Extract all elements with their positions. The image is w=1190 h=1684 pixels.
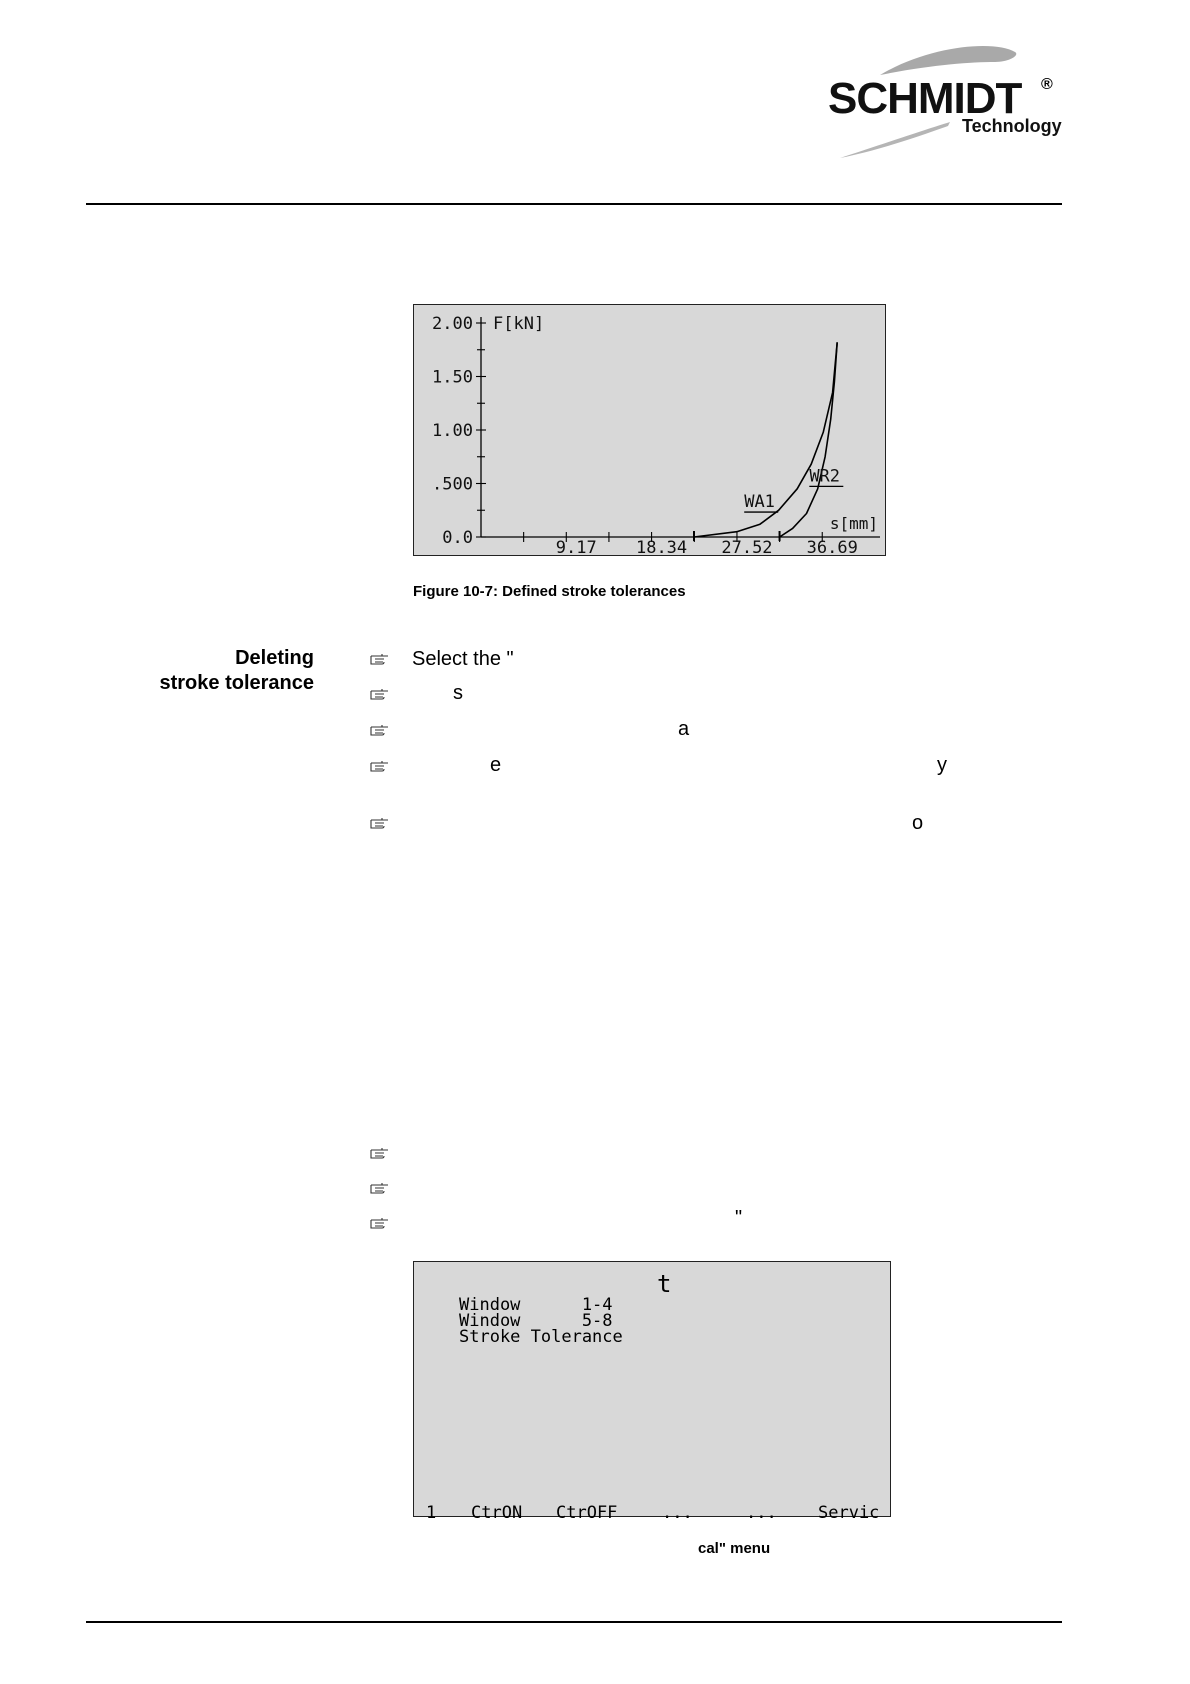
section-heading-line1: Deleting (235, 647, 314, 669)
schmidt-logo (820, 40, 1065, 160)
x-tick-label: 9.17 (555, 538, 597, 555)
menu-display (413, 1261, 891, 1523)
figure-caption: Figure 10-7: Defined stroke tolerances (413, 583, 686, 600)
fkey-ctroff[interactable]: CtrOFF (556, 1503, 618, 1523)
pointing-hand-icon (370, 1146, 390, 1160)
curve-series-2 (780, 342, 841, 537)
pointing-hand-icon (370, 652, 390, 666)
footer-rule (86, 1621, 1062, 1623)
y-tick-label: 2.00 (432, 314, 473, 334)
force-stroke-chart (414, 305, 885, 555)
pointing-hand-icon (370, 1181, 390, 1195)
fkey-dots-2[interactable]: ... (746, 1503, 777, 1523)
fkey-ctron[interactable]: CtrON (471, 1503, 523, 1523)
section-heading-line2: stroke tolerance (159, 672, 314, 694)
pointing-hand-icon (370, 1216, 390, 1230)
menu-item-stroke-tolerance[interactable]: Stroke Tolerance (459, 1327, 623, 1347)
chart-display (413, 304, 886, 556)
header-rule (86, 203, 1062, 205)
pointing-hand-icon (370, 723, 390, 737)
pointing-hand-icon (370, 816, 390, 830)
fkey-dots-1[interactable]: ... (662, 1503, 693, 1523)
step-text-fragment: e (490, 754, 502, 776)
logo-registered-mark: ® (1041, 76, 1053, 93)
fkey-1[interactable]: 1 (426, 1503, 437, 1523)
x-axis-label: s[mm] (829, 514, 878, 533)
menu-figure-caption: cal" menu (698, 1540, 771, 1557)
y-tick-label: 1.50 (432, 367, 473, 388)
section-heading (159, 646, 314, 696)
menu-title-fragment: t (657, 1270, 672, 1298)
logo-wordmark: SCHMIDT (828, 74, 1022, 123)
step-text-fragment: Select the " (412, 648, 514, 670)
tolerance-label: WA1 (744, 492, 775, 513)
y-tick-label: 0.0 (442, 528, 473, 548)
step-text-fragment: a (678, 718, 690, 740)
y-tick-label: 1.00 (432, 421, 473, 441)
x-tick-label: 18.34 (635, 538, 688, 555)
pointing-hand-icon (370, 759, 390, 773)
x-tick-label: 27.52 (721, 538, 773, 555)
step-text-fragment: o (912, 812, 924, 834)
tolerance-label: WR2 (809, 466, 841, 487)
step-text-fragment: y (937, 754, 947, 776)
step-text-fragment: " (735, 1207, 743, 1229)
menu-item-window-1-4[interactable]: Window 1-4 (459, 1295, 613, 1315)
logo-subtitle: Technology (962, 116, 1062, 136)
menu-item-window-5-8[interactable]: Window 5-8 (459, 1311, 613, 1331)
x-tick-label: 36.69 (806, 538, 858, 555)
fkey-service[interactable]: Servic (818, 1503, 880, 1523)
step-text-fragment: s (453, 682, 463, 704)
pointing-hand-icon (370, 687, 390, 701)
y-axis-label: F[kN] (493, 314, 545, 334)
y-tick-label: .500 (432, 474, 473, 495)
